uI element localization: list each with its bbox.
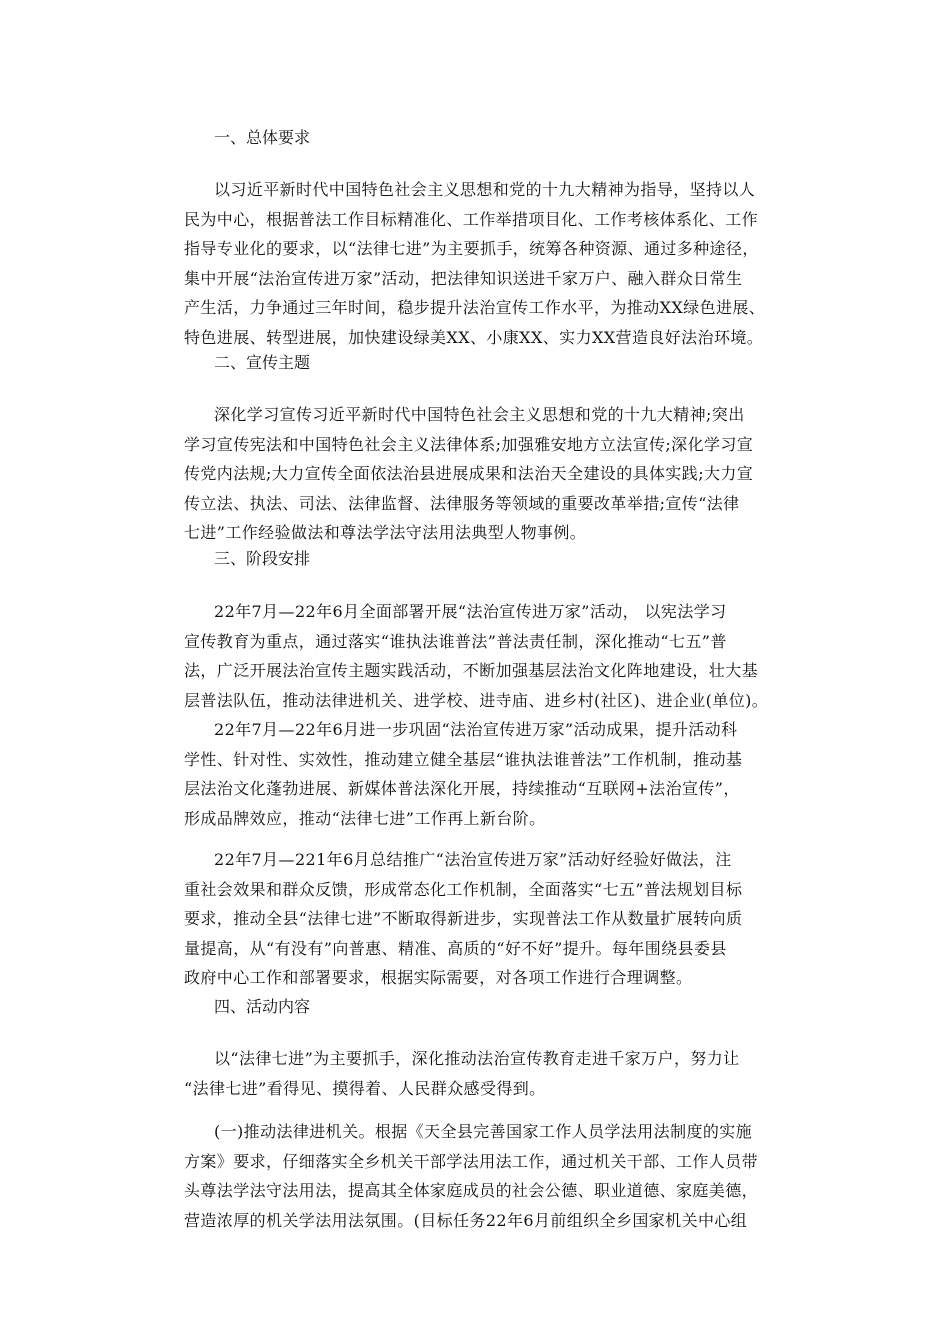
text-line: 要求，推动全县“法律七进”不断取得新进步，实现普法工作从数量扩展转向质 [184, 909, 743, 928]
text-line: 方案》要求，仔细落实全乡机关干部学法用法工作，通过机关干部、工作人员带 [184, 1151, 759, 1171]
text-line: 22年7月—22年6月进一步巩固“法治宣传进万家”活动成果，提升活动科 [214, 720, 738, 739]
text-line: 民为中心，根据普法工作目标精准化、工作举措项目化、工作考核体系化、工作 [184, 209, 759, 229]
text-line: 传立法、执法、司法、法律监督、法律服务等领域的重要改革举措;宣传“法律 [184, 493, 740, 513]
text-line: 以“法律七进”为主要抓手，深化推动法治宣传教育走进千家万户，努力让 [214, 1049, 740, 1068]
paragraph-stage-2 [184, 715, 784, 833]
text-line: 产生活，力争通过三年时间，稳步提升法治宣传工作水平，为推动XX绿色进展、 [184, 298, 766, 317]
section-heading-4: 四、活动内容 [214, 997, 311, 1016]
text-line: 政府中心工作和部署要求，根据实际需要，对各项工作进行合理调整。 [184, 968, 693, 987]
text-line: 层法治文化蓬勃进展、新媒体普法深化开展，持续推动“互联网+法治宣传”， [184, 779, 740, 798]
text-line: 学性、针对性、实效性，推动建立健全基层“谁执法谁普法”工作机制，推动基 [184, 749, 743, 769]
paragraph-publicity-theme [184, 400, 784, 548]
text-line: 深化学习宣传习近平新时代中国特色社会主义思想和党的十九大精神;突出 [214, 405, 745, 424]
paragraph-activity-intro [184, 1044, 784, 1103]
paragraph-stage-3 [184, 845, 784, 993]
text-line: 量提高，从“有没有”向普惠、精准、高质的“好不好”提升。每年围绕县委县 [184, 938, 727, 958]
text-line: 形成品牌效应，推动“法律七进”工作再上新台阶。 [184, 808, 546, 828]
section-heading-2: 二、宣传主题 [214, 353, 311, 372]
text-line: 宣传教育为重点，通过落实“谁执法谁普法”普法责任制，深化推动“七五”普 [184, 631, 727, 651]
paragraph-overall-requirements [184, 175, 784, 352]
text-line: 22年7月—22年6月全面部署开展“法治宣传进万家”活动， 以宪法学习 [214, 602, 727, 621]
text-line: “法律七进”看得见、摸得着、人民群众感受得到。 [184, 1078, 546, 1098]
text-line: 学习宣传宪法和中国特色社会主义法律体系;加强雅安地方立法宣传;深化学习宣 [184, 434, 754, 454]
text-line: (一)推动法律进机关。根据《天全县完善国家工作人员学法用法制度的实施 [214, 1122, 753, 1141]
text-line: 传党内法规;大力宣传全面依法治县进展成果和法治天全建设的具体实践;大力宣 [184, 464, 754, 483]
text-line: 以习近平新时代中国特色社会主义思想和党的十九大精神为指导，坚持以人 [214, 180, 756, 199]
text-line: 特色进展、转型进展，加快建设绿美XX、小康XX、实力XX营造良好法治环境。 [184, 327, 764, 347]
text-line: 指导专业化的要求，以“法律七进”为主要抓手，统筹各种资源、通过多种途径， [184, 239, 759, 258]
paragraph-law-into-agencies [184, 1117, 784, 1235]
text-line: 营造浓厚的机关学法用法氛围。(目标任务22年6月前组织全乡国家机关中心组 [184, 1210, 748, 1230]
section-heading-1: 一、总体要求 [214, 128, 311, 147]
text-line: 法，广泛开展法治宣传主题实践活动，不断加强基层法治文化阵地建设，壮大基 [184, 661, 759, 680]
text-line: 层普法队伍，推动法律进机关、进学校、进寺庙、进乡村(社区)、进企业(单位)。 [184, 690, 769, 710]
text-line: 七进”工作经验做法和尊法学法守法用法典型人物事例。 [184, 523, 587, 542]
paragraph-stage-1 [184, 597, 784, 715]
text-line: 重社会效果和群众反馈，形成常态化工作机制，全面落实“七五”普法规划目标 [184, 879, 743, 899]
text-line: 集中开展“法治宣传进万家”活动，把法律知识送进千家万户、融入群众日常生 [184, 268, 743, 288]
text-line: 头尊法学法守法用法，提高其全体家庭成员的社会公德、职业道德、家庭美德， [184, 1181, 759, 1200]
section-heading-3: 三、阶段安排 [214, 549, 311, 568]
text-line: 22年7月—221年6月总结推广“法治宣传进万家”活动好经验好做法，注 [214, 850, 732, 869]
